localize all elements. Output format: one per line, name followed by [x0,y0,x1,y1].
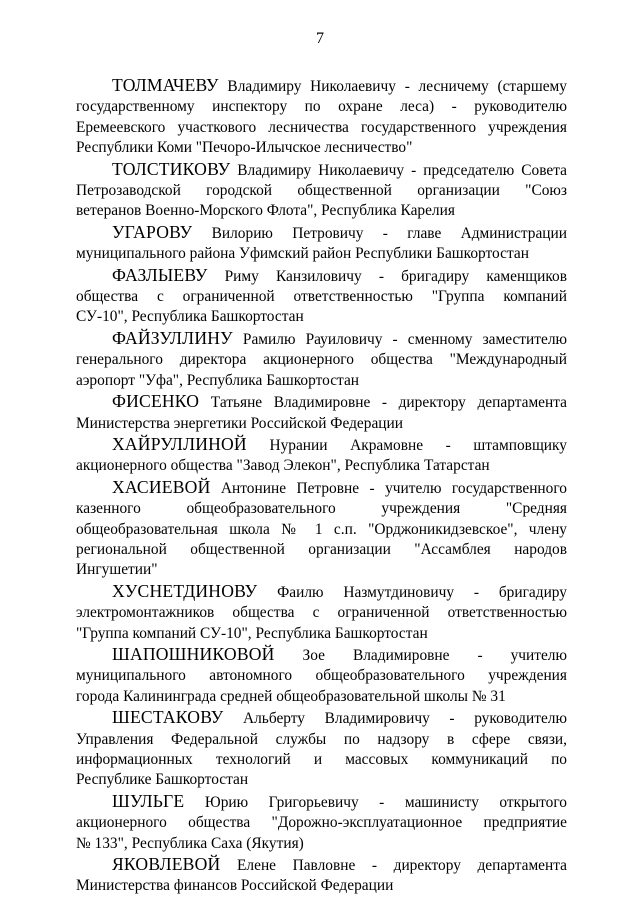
entry-line: Республике Башкортостан [76,771,249,789]
entry-line: СУ-10", Республика Башкортостан [76,308,304,326]
entry-text: Рамилю Рауиловичу - сменному заместителю [232,330,567,348]
entry-line: города Калининграда средней общеобразовательной школы № 31 [76,687,506,705]
entry-text: Антонине Петровне - учителю государственного [210,479,567,497]
entry-first-line [76,581,567,603]
entry-surname: ФИСЕНКО [112,391,200,412]
entry-line: региональной общественной организации "Ассамблея народов [76,540,567,558]
entry-surname: ШЕСТАКОВУ [112,707,224,728]
entry-text: Риму Канзиловичу - бригадиру каменщиков [207,267,567,285]
entry-first-line [76,391,567,413]
page-number: 7 [316,30,324,47]
entry-line: информационных технологий и массовых коммуникаций по [76,751,567,768]
entry-line: электромонтажников общества с ограниченной ответственностью [76,604,567,622]
entry-surname: УГАРОВУ [112,221,193,242]
entry-text: Альберту Владимировичу - руководителю [223,710,567,728]
entry-text: Елене Павловне - директору департамента [220,857,567,875]
entry-line: государственному инспектору по охране леса) - руководителю [76,98,567,116]
entry-line: акционерного общества "Завод Элекон", Республика Татарстан [76,457,490,475]
entry-surname: ХУСНЕТДИНОВУ [112,580,258,601]
entry-line: Петрозаводской городской общественной организации "Союз [76,182,567,200]
award-entry [76,434,567,477]
entry-line: Министерства финансов Российской Федерации [76,877,394,895]
entry-first-line [76,854,567,876]
entry-surname: ТОЛСТИКОВУ [112,158,231,179]
entry-line: казенного общеобразовательного учреждения "Средняя [76,500,567,518]
entry-first-line [76,328,567,350]
entry-text: Татьяне Владимировне - директору департамента [199,394,567,412]
entry-text: Вилорию Петровичу - главе Администрации [192,224,567,242]
entry-line: муниципального автономного общеобразовательного учреждения [76,667,567,685]
entry-line: № 133", Республика Саха (Якутия) [76,834,304,852]
entry-line: акционерного общества "Дорожно-эксплуатационное предприятие [76,814,567,832]
entry-line: Республики Коми "Печоро-Илычское лесничество" [76,139,413,157]
entry-first-line [76,159,567,181]
entry-surname: ТОЛМАЧЕВУ [112,75,219,95]
entry-line: Министерства энергетики Российской Федерации [76,414,403,432]
entry-first-line [76,75,567,97]
award-entry [76,328,567,391]
award-entry [76,644,567,707]
entry-first-line [76,222,567,244]
entry-first-line [76,644,567,666]
entry-first-line [76,477,567,499]
award-entry [76,75,567,159]
entry-first-line [76,265,567,287]
entry-text: Юрию Григорьевичу - машинисту открытого [184,793,567,811]
entry-text: Владимиру Николаевичу - председателю Совета [230,161,567,179]
entry-line: Ингушетии" [76,561,158,579]
award-entry [76,581,567,644]
entry-line: генерального директора акционерного общества "Международный [76,351,567,369]
entry-line: "Группа компаний СУ-10", Республика Башкортостан [76,624,428,642]
entry-surname: ШУЛЬГЕ [112,790,185,811]
entry-text: Владимиру Николаевичу - лесничему (старшему [218,78,567,95]
award-entry [76,159,567,222]
award-entry [76,391,567,434]
award-entry [76,854,567,897]
entry-surname: ФАЗЛЫЕВУ [112,264,208,285]
award-entry [76,265,567,328]
award-entry [76,707,567,791]
entry-surname: ФАЙЗУЛЛИНУ [112,327,233,348]
entry-text: Фаилю Назмутдиновичу - бригадиру [257,583,567,601]
award-entry [76,791,567,854]
entry-first-line [76,434,567,456]
entry-line: аэропорт "Уфа", Республика Башкортостан [76,371,360,389]
entry-surname: ЯКОВЛЕВОЙ [112,854,221,875]
entry-line: ветеранов Военно-Морского Флота", Республика Карелия [76,202,455,220]
entry-first-line [76,707,567,729]
entry-line: Еремеевского участкового лесничества государственного учреждения [76,118,567,136]
award-entry [76,222,567,265]
award-entry [76,477,567,581]
document-body [76,75,567,897]
entry-line: Управления Федеральной службы по надзору в сфере связи, [76,730,567,748]
entry-text: Зое Владимировне - учителю [274,646,567,664]
entry-text: Нурании Акрамовне - штамповщику [246,436,567,454]
entry-line: общеобразовательная школа № 1 с.п. "Орджоникидзевское", члену [76,520,567,538]
entry-surname: ХАСИЕВОЙ [112,476,211,497]
entry-first-line [76,791,567,813]
entry-line: общества с ограниченной ответственностью "Группа компаний [76,288,567,306]
entry-surname: ШАПОШНИКОВОЙ [112,643,275,664]
entry-line: муниципального района Уфимский район Республики Башкортостан [76,245,529,263]
entry-surname: ХАЙРУЛЛИНОЙ [112,433,247,454]
